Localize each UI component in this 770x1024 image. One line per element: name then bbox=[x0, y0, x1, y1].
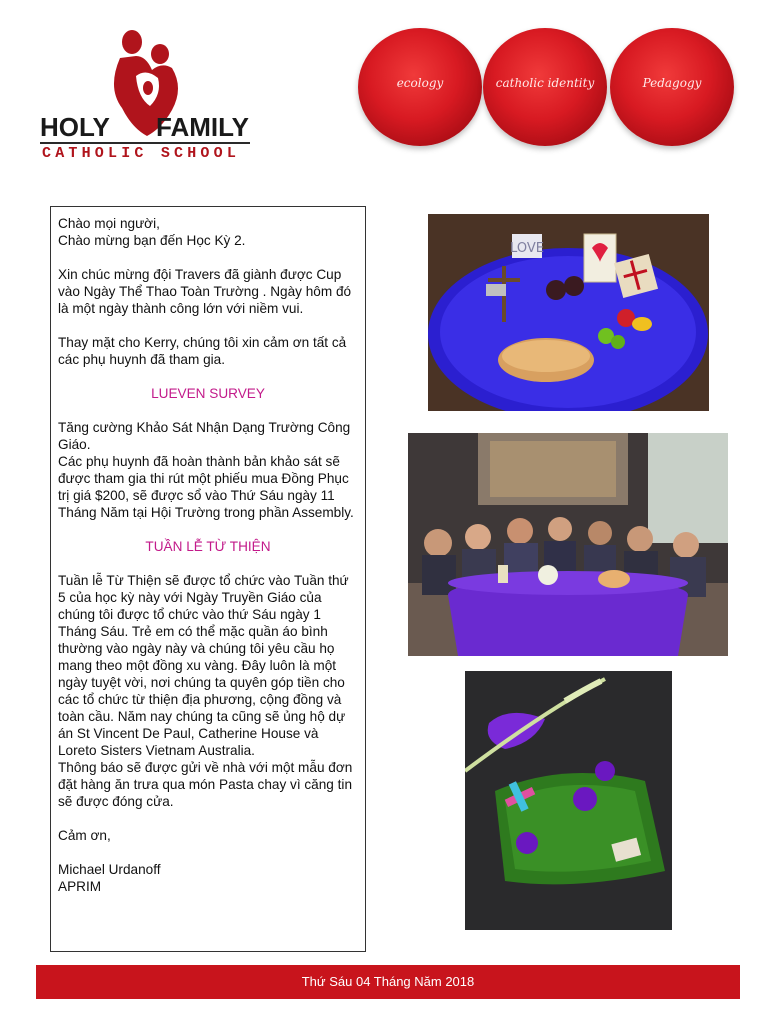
principal-letter bbox=[50, 206, 366, 952]
greeting-line-1: Chào mọi người, bbox=[58, 216, 160, 231]
logo-divider bbox=[40, 142, 250, 144]
footer-date: Thứ Sáu 04 Tháng Năm 2018 bbox=[301, 974, 475, 989]
logo-word-holy: HOLY bbox=[40, 112, 110, 142]
logo-subtitle: CATHOLIC SCHOOL bbox=[42, 145, 241, 162]
heading-charity-week: TUẦN LỄ TỪ THIỆN bbox=[145, 539, 271, 554]
greeting-line-2: Chào mừng bạn đến Học Kỳ 2. bbox=[58, 233, 246, 248]
circle-catholic-identity bbox=[483, 28, 607, 146]
school-logo bbox=[38, 28, 253, 163]
paragraph-survey-intro: Tăng cường Khảo Sát Nhận Dạng Trường Công Giáo. bbox=[58, 420, 351, 452]
signature-name: Michael Urdanoff bbox=[58, 862, 161, 877]
photo-prayer-arrangement bbox=[465, 671, 672, 930]
heading-lueven-survey: LUEVEN SURVEY bbox=[151, 386, 265, 401]
love-sign-text: LOVE bbox=[510, 241, 544, 256]
paragraph-thanks: Thay mặt cho Kerry, chúng tôi xin cảm ơn tất cả các phụ huynh đã tham gia. bbox=[58, 335, 347, 367]
paragraph-lunch-order: Thông báo sẽ được gửi về nhà với một mẫu đơn đặt hàng ăn trưa qua món Pasta chay vì căng tin sẽ được đóng cửa. bbox=[58, 760, 353, 809]
photo-students-gathering bbox=[408, 433, 728, 656]
footer-date-bar bbox=[36, 965, 740, 999]
closing: Cảm ơn, bbox=[58, 828, 111, 843]
paragraph-charity-week: Tuần lễ Từ Thiện sẽ được tổ chức vào Tuần thứ 5 của học kỳ này với Ngày Truyền Giáo của chúng tôi được tổ chức vào thứ Sáu ngày 1 Tháng Sáu. Trẻ em có thể mặc quần áo bình thường vào ngày này và chúng tôi yêu cầu họ mang theo một đồng xu vàng. Đây luôn là một ngày tuyệt vời, nơi chúng ta quyên góp tiền cho các tổ chức từ thiện địa phương, cộng đồng và toàn cầu. Năm nay chúng ta cũng sẽ ủng hộ dự án St Vincent De Paul, Catherine House và Loreto Sisters Vietnam Australia. bbox=[58, 573, 349, 758]
circle-label: ecology bbox=[396, 76, 444, 90]
circle-ecology bbox=[358, 28, 482, 146]
circle-label: Pedagogy bbox=[642, 76, 702, 90]
photo-prayer-table bbox=[428, 214, 709, 411]
logo-word-family: FAMILY bbox=[156, 112, 249, 142]
paragraph-congrats: Xin chúc mừng đội Travers đã giành được Cup vào Ngày Thể Thao Toàn Trường . Ngày hôm đó là một ngày thành công lớn với niềm vui. bbox=[58, 267, 352, 316]
signature-title: APRIM bbox=[58, 879, 102, 894]
circle-label: catholic identity bbox=[495, 76, 595, 90]
circle-pedagogy bbox=[610, 28, 734, 146]
paragraph-survey-details: Các phụ huynh đã hoàn thành bản khảo sát sẽ được tham gia thi rút một phiếu mua Đồng Phục trị giá $200, sẽ được sổ vào Thứ Sáu ngày 11 Tháng Năm tại Hội Trường trong phần Assembly. bbox=[58, 454, 354, 520]
